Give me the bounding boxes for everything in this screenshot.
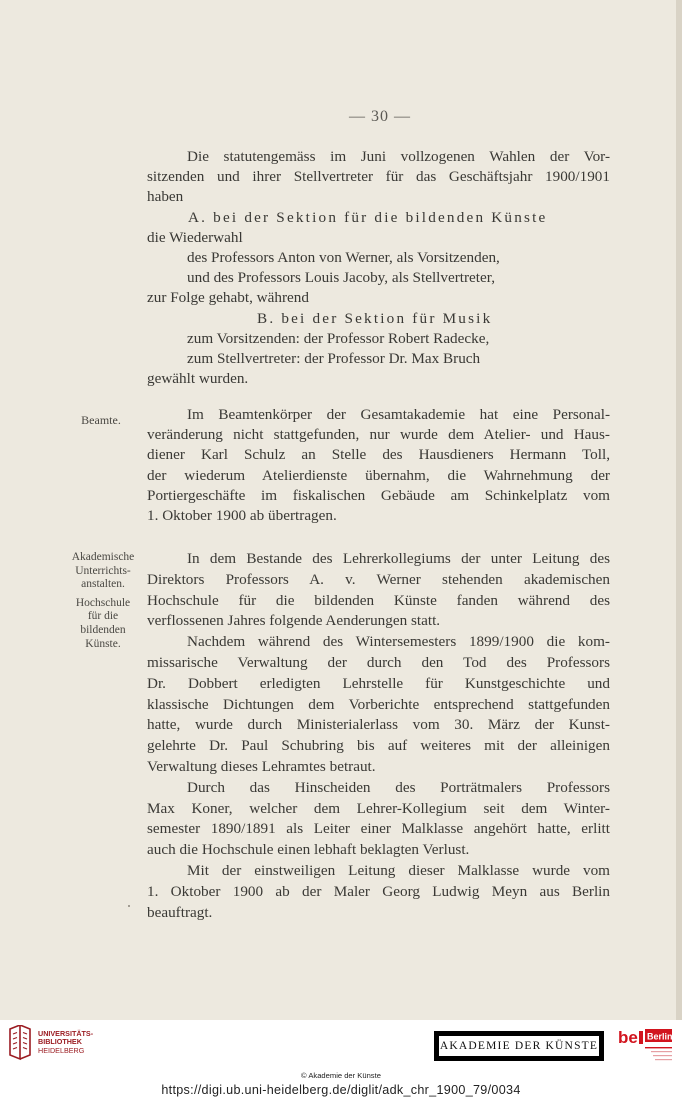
text-line: zum Stellvertreter: der Professor Dr. Max Bruch xyxy=(187,349,481,367)
text-line: zum Vorsitzenden: der Professor Robert Radecke, xyxy=(187,329,490,347)
akademie-der-kuenste-logo[interactable] xyxy=(434,1031,604,1061)
text-line: Portiergeschäfte im fiskalischen Gebäude am Schinkelplatz vom xyxy=(147,486,610,504)
text-line: Direktors Professors A. v. Werner stehenden akademischen xyxy=(147,570,610,588)
text-line: zur Folge gehabt, während xyxy=(147,289,309,307)
margin-note-text: bildenden xyxy=(80,623,126,636)
page-edge xyxy=(676,0,682,1020)
text-line: semester 1890/1891 als Leiter einer Malklasse angehört hatte, erlitt xyxy=(147,820,610,838)
text-line: sitzenden und ihrer Stellvertreter für das Geschäftsjahr 1900/1901 xyxy=(147,168,610,186)
text-line: 1. Oktober 1900 ab übertragen. xyxy=(147,506,337,524)
text-line: veränderung nicht stattgefunden, nur wurde dem Atelier- und Haus- xyxy=(147,426,610,444)
permalink-url[interactable]: https://digi.ub.uni-heidelberg.de/diglit/adk_chr_1900_79/0034 xyxy=(161,1083,521,1097)
text-line: klassische Dichtungen dem Vorberichte entsprechend stattgefunden xyxy=(147,695,610,713)
library-name-line: UNIVERSITÄTS- xyxy=(38,1029,94,1038)
text-line: Im Beamtenkörper der Gesamtakademie hat eine Personal- xyxy=(187,406,610,423)
paragraph-academy xyxy=(147,549,610,923)
ink-speck xyxy=(128,905,130,907)
text-line: missarische Verwaltung der durch den Tod des Professors xyxy=(147,653,610,671)
text-line: Durch das Hinscheiden des Porträtmalers Professors xyxy=(187,778,610,796)
svg-text:be: be xyxy=(618,1028,638,1047)
text-line: Max Koner, welcher dem Lehrer-Kollegium seit dem Winter- xyxy=(147,799,610,817)
text-line: Nachdem während des Wintersemesters 1899/1900 die kom- xyxy=(187,633,610,651)
paragraph-officials xyxy=(147,405,610,526)
copyright-notice: © Akademie der Künste xyxy=(301,1071,381,1080)
text-line: beauftragt. xyxy=(147,903,213,921)
margin-note-text: anstalten. xyxy=(81,578,125,591)
library-name[interactable] xyxy=(38,1030,93,1055)
text-line: verflossenen Jahres folgende Aenderungen statt. xyxy=(147,612,441,630)
text-line: In dem Bestande des Lehrerkollegiums der unter Leitung des xyxy=(187,550,610,567)
university-library-logo-icon[interactable] xyxy=(8,1025,32,1061)
margin-note-akademische xyxy=(60,551,146,651)
margin-note-text: Hochschule xyxy=(75,596,131,609)
text-line: hatte, wurde durch Ministerialerlass vom 30. März der Kunst- xyxy=(147,716,610,734)
text-line: gewählt wurden. xyxy=(147,370,249,388)
text-line: diener Karl Schulz an Stelle des Hausdieners Hermann Toll, xyxy=(147,446,610,464)
text-line: gelehrte Dr. Paul Schubring bis auf weiteres mit der alleinigen xyxy=(147,737,610,755)
text-line: haben xyxy=(147,188,184,206)
margin-note-text: für die xyxy=(87,610,119,623)
margin-note-text: Beamte. xyxy=(81,413,121,427)
text-line: der wiederum Atelierdienste übernahm, die Wahrnehmung der xyxy=(147,466,610,484)
text-line: und des Professors Louis Jacoby, als Stellvertreter, xyxy=(187,269,495,287)
text-line: Die statutengemäss im Juni vollzogenen Wahlen der Vor- xyxy=(187,148,610,165)
paragraph-elections xyxy=(147,147,610,389)
text-line: Mit der einstweiligen Leitung dieser Malklasse wurde vom xyxy=(187,861,610,879)
text-line: A. bei der Sektion für die bildenden Künste xyxy=(188,208,548,226)
text-line: die Wiederwahl xyxy=(147,228,243,246)
be-berlin-logo-icon[interactable] xyxy=(617,1026,673,1064)
library-name-line: BIBLIOTHEK xyxy=(38,1037,82,1047)
text-line: B. bei der Sektion für Musik xyxy=(257,309,493,327)
margin-note-text: Künste. xyxy=(85,637,121,650)
text-line: Dr. Dobbert erledigten Lehrstelle für Kunstgeschichte und xyxy=(147,674,610,692)
margin-note-text: Unterrichts- xyxy=(75,564,131,577)
library-name-line: HEIDELBERG xyxy=(38,1045,85,1055)
text-line: Hochschule für die bildenden Künste fanden während des xyxy=(147,591,610,609)
margin-note-beamte xyxy=(62,414,140,428)
margin-note-text: Akademische xyxy=(71,551,135,563)
text-line: auch die Hochschule einen lebhaft beklagten Verlust. xyxy=(147,841,470,859)
text-line: des Professors Anton von Werner, als Vorsitzenden, xyxy=(187,248,500,266)
akademie-label: AKADEMIE DER KÜNSTE xyxy=(438,1035,600,1057)
text-line: Verwaltung dieses Lehramtes betraut. xyxy=(147,757,376,775)
svg-text:Berlin: Berlin xyxy=(647,1031,673,1042)
page-number: — 30 — xyxy=(349,108,411,125)
text-line: 1. Oktober 1900 ab der Maler Georg Ludwig Meyn aus Berlin xyxy=(147,882,610,900)
